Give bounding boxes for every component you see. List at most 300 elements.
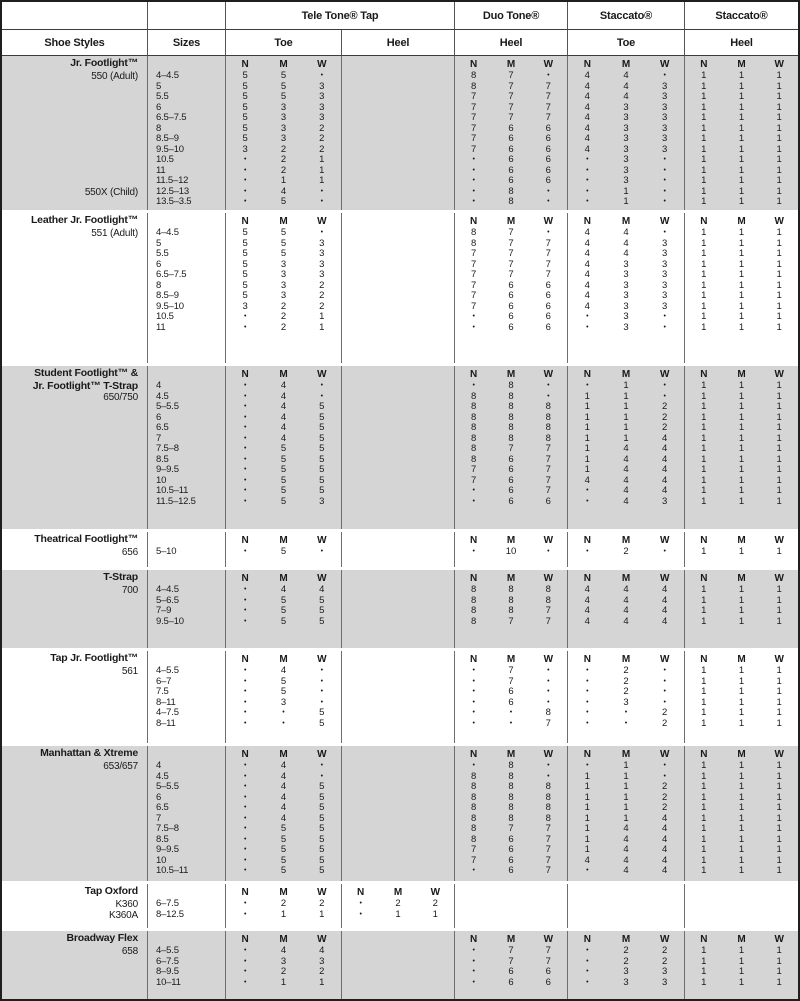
tap-size-value: 1 bbox=[738, 185, 745, 197]
shoe-style-cell bbox=[2, 651, 148, 743]
size-value: 10.5 bbox=[156, 154, 174, 165]
data-row bbox=[685, 312, 798, 323]
tap-size-value: 1 bbox=[738, 955, 745, 967]
col-header-w: W bbox=[774, 59, 784, 70]
tap-size-value: 1 bbox=[776, 164, 782, 176]
section-tap-oxford bbox=[2, 884, 798, 931]
data-row bbox=[685, 666, 798, 677]
tap-size-value: 3 bbox=[280, 696, 287, 708]
col-header-w: W bbox=[543, 749, 554, 760]
stac-heel-cell bbox=[685, 366, 798, 529]
duo-heel-cell bbox=[455, 884, 568, 928]
tap-size-value: 1 bbox=[738, 760, 745, 771]
tap-size-value: 1 bbox=[738, 227, 745, 238]
shoe-style-cell bbox=[2, 366, 148, 529]
tap-size-value: 7 bbox=[545, 464, 551, 475]
tap-size-value: 5 bbox=[280, 453, 287, 465]
tap-size-value: 4 bbox=[584, 227, 590, 238]
tap-size-value: 7 bbox=[471, 279, 477, 291]
no-tap-dot: • bbox=[472, 156, 475, 163]
tap-size-value: 1 bbox=[701, 955, 707, 967]
no-tap-dot: • bbox=[472, 719, 475, 727]
col-header-n: N bbox=[583, 573, 591, 584]
size-value: 7.5–8 bbox=[156, 823, 179, 834]
data-row bbox=[568, 967, 684, 978]
tap-size-value: 1 bbox=[776, 791, 782, 803]
tap-size-value: 5 bbox=[242, 290, 248, 301]
tap-size-value: 7 bbox=[508, 237, 514, 249]
data-row bbox=[568, 113, 684, 124]
size-value: 8 bbox=[156, 279, 162, 291]
sizes-cell bbox=[148, 884, 226, 928]
tap-size-value: 3 bbox=[623, 164, 629, 176]
tap-size-value: 2 bbox=[662, 707, 668, 718]
tap-size-value: 6 bbox=[508, 464, 514, 475]
tap-size-value: 1 bbox=[738, 781, 745, 792]
tap-size-value: 7 bbox=[471, 258, 477, 270]
data-row bbox=[455, 402, 567, 413]
data-row bbox=[226, 155, 341, 166]
tap-size-value: 8 bbox=[471, 411, 477, 423]
no-tap-dot: • bbox=[320, 772, 324, 780]
data-row bbox=[568, 381, 684, 392]
no-tap-dot: • bbox=[586, 762, 589, 769]
tap-size-value: 3 bbox=[623, 143, 629, 155]
data-row bbox=[455, 134, 567, 145]
size-value: 4–7.5 bbox=[156, 707, 179, 718]
tap-size-value: 1 bbox=[701, 422, 707, 433]
tap-size-value: 8 bbox=[471, 453, 477, 465]
data-row bbox=[455, 803, 567, 814]
col-header-n: N bbox=[700, 934, 708, 945]
tap-size-value: 1 bbox=[776, 70, 782, 81]
tap-size-value: 2 bbox=[623, 665, 629, 676]
tap-size-value: 1 bbox=[623, 422, 629, 433]
shoe-style-label: Student Footlight™ & bbox=[34, 367, 138, 379]
data-row bbox=[226, 946, 341, 957]
col-header-w: W bbox=[317, 654, 327, 665]
tap-size-value: 1 bbox=[776, 185, 782, 197]
no-tap-dot: • bbox=[547, 382, 550, 389]
no-tap-dot: • bbox=[320, 229, 324, 236]
tap-size-value: 1 bbox=[280, 908, 287, 920]
tap-size-value: 1 bbox=[701, 300, 707, 312]
col-header-w: W bbox=[317, 573, 327, 584]
tap-size-value: 2 bbox=[280, 966, 287, 977]
tap-size-value: 4 bbox=[662, 844, 668, 855]
col-header-w: W bbox=[317, 535, 327, 546]
no-tap-dot: • bbox=[547, 667, 550, 674]
data-row bbox=[568, 497, 684, 508]
col-header-m: M bbox=[737, 573, 746, 584]
data-row bbox=[455, 444, 567, 455]
size-value: 4–4.5 bbox=[156, 70, 179, 81]
tap-size-value: 1 bbox=[776, 112, 782, 123]
size-value: 11.5–12 bbox=[156, 175, 189, 186]
tap-size-value: 1 bbox=[701, 112, 707, 123]
shoe-style-label: K360A bbox=[108, 909, 138, 921]
tap-size-value: 1 bbox=[776, 143, 782, 155]
size-value: 5–5.5 bbox=[156, 781, 179, 792]
tt-toe-cell bbox=[226, 570, 342, 648]
no-tap-dot: • bbox=[663, 667, 666, 674]
tap-size-value: 2 bbox=[319, 966, 325, 977]
no-tap-dot: • bbox=[243, 445, 247, 452]
shoe-style-label: Jr. Footlight™ T-Strap bbox=[32, 380, 138, 392]
tap-size-value: 1 bbox=[701, 464, 707, 475]
tap-size-value: 8 bbox=[471, 594, 477, 606]
tap-size-value: 1 bbox=[623, 812, 629, 824]
tap-size-value: 5 bbox=[280, 237, 287, 249]
no-tap-dot: • bbox=[243, 968, 247, 975]
header-col-tt-heel: Heel bbox=[342, 30, 455, 56]
data-row bbox=[455, 113, 567, 124]
tap-size-value: 1 bbox=[738, 495, 745, 507]
no-tap-dot: • bbox=[472, 177, 475, 184]
col-header-n: N bbox=[241, 887, 249, 898]
tap-size-value: 1 bbox=[776, 411, 782, 423]
size-value: 8–11 bbox=[156, 717, 176, 729]
tap-size-value: 3 bbox=[623, 321, 629, 333]
tap-size-value: 1 bbox=[701, 185, 707, 197]
stac-heel-cell bbox=[685, 56, 798, 210]
no-tap-dot: • bbox=[243, 947, 247, 954]
shoe-style-label: 650/750 bbox=[103, 391, 138, 403]
data-row bbox=[455, 71, 567, 82]
no-tap-dot: • bbox=[586, 688, 589, 695]
no-tap-dot: • bbox=[547, 688, 550, 695]
tap-size-value: 5 bbox=[242, 237, 248, 249]
no-tap-dot: • bbox=[243, 856, 247, 864]
tap-size-value: 5 bbox=[242, 258, 248, 270]
tap-size-value: 1 bbox=[738, 802, 745, 813]
data-row bbox=[455, 291, 567, 302]
tap-size-value: 1 bbox=[319, 311, 325, 322]
no-tap-dot: • bbox=[243, 804, 247, 811]
no-tap-dot: • bbox=[243, 835, 247, 843]
tap-size-value: 1 bbox=[701, 91, 707, 102]
data-row bbox=[455, 687, 567, 698]
tap-size-value: 5 bbox=[319, 707, 325, 718]
tap-size-value: 1 bbox=[701, 401, 707, 412]
size-value: 6.5–7.5 bbox=[156, 269, 187, 280]
no-tap-dot: • bbox=[586, 487, 589, 494]
tap-size-value: 1 bbox=[738, 112, 745, 123]
shoe-style-cell bbox=[2, 532, 148, 567]
no-tap-dot: • bbox=[547, 72, 550, 79]
data-row bbox=[455, 381, 567, 392]
tap-size-value: 4 bbox=[662, 615, 668, 627]
tap-size-value: 1 bbox=[319, 908, 325, 920]
tap-size-value: 2 bbox=[319, 122, 325, 134]
tap-size-value: 6 bbox=[545, 290, 551, 301]
data-row bbox=[226, 803, 341, 814]
data-row bbox=[455, 197, 567, 208]
tap-size-value: 4 bbox=[623, 844, 629, 855]
data-row bbox=[455, 155, 567, 166]
no-tap-dot: • bbox=[243, 497, 247, 505]
tap-size-value: 4 bbox=[584, 80, 590, 92]
tap-size-value: 3 bbox=[662, 122, 668, 134]
no-tap-dot: • bbox=[472, 166, 475, 174]
tap-size-value: 5 bbox=[242, 227, 248, 238]
tap-size-value: 3 bbox=[623, 976, 629, 988]
tap-size-value: 8 bbox=[508, 584, 514, 595]
tap-size-value: 7 bbox=[471, 112, 477, 123]
no-tap-dot: • bbox=[320, 72, 324, 79]
tap-size-value: 1 bbox=[738, 474, 745, 486]
tap-size-value: 5 bbox=[280, 70, 287, 81]
tap-size-value: 5 bbox=[319, 474, 325, 486]
tap-size-value: 1 bbox=[738, 164, 745, 176]
tap-size-value: 6 bbox=[508, 686, 514, 697]
data-row bbox=[685, 547, 798, 558]
header-group-staccato-heel: Staccato® bbox=[685, 2, 798, 30]
data-row bbox=[455, 978, 567, 989]
tap-size-value: 5 bbox=[242, 70, 248, 81]
header-col-sizes: Sizes bbox=[148, 30, 226, 56]
no-tap-dot: • bbox=[472, 957, 475, 965]
tap-size-value: 4 bbox=[623, 237, 629, 249]
data-row bbox=[226, 270, 341, 281]
col-header-m: M bbox=[737, 216, 746, 227]
stac-toe-cell bbox=[568, 56, 685, 210]
shoe-style-label: Tap Jr. Footlight™ bbox=[50, 652, 138, 664]
tap-size-value: 1 bbox=[776, 464, 782, 475]
tap-size-value: 1 bbox=[623, 196, 629, 207]
tap-size-value: 6 bbox=[508, 143, 514, 155]
col-header-w: W bbox=[659, 654, 670, 665]
size-value: 6–7.5 bbox=[156, 898, 179, 909]
tap-size-value: 3 bbox=[623, 112, 629, 123]
tap-size-value: 4 bbox=[584, 101, 590, 113]
tap-size-value: 7 bbox=[545, 91, 551, 102]
tap-size-value: 4 bbox=[662, 865, 668, 876]
col-header-w: W bbox=[317, 934, 327, 945]
col-header-w: W bbox=[659, 369, 670, 380]
tap-size-value: 4 bbox=[662, 812, 668, 824]
tap-size-value: 4 bbox=[623, 248, 629, 259]
data-row bbox=[226, 497, 341, 508]
no-tap-dot: • bbox=[243, 900, 247, 907]
shoe-style-label: 561 bbox=[121, 666, 138, 677]
tap-size-value: 8 bbox=[471, 390, 477, 402]
col-header-m: M bbox=[737, 654, 746, 665]
data-row bbox=[568, 666, 684, 677]
tap-size-value: 1 bbox=[701, 122, 707, 134]
tap-size-value: 4 bbox=[584, 300, 590, 312]
data-row bbox=[455, 666, 567, 677]
data-row bbox=[568, 687, 684, 698]
col-header-w: W bbox=[774, 369, 784, 380]
size-value: 7.5 bbox=[156, 686, 169, 697]
tap-size-value: 2 bbox=[319, 279, 325, 291]
tap-size-value: 8 bbox=[471, 432, 477, 444]
no-tap-dot: • bbox=[586, 497, 589, 505]
sizes-cell bbox=[148, 570, 226, 648]
no-tap-dot: • bbox=[547, 677, 550, 685]
no-tap-dot: • bbox=[663, 677, 666, 685]
data-row bbox=[226, 176, 341, 187]
tap-size-value: 6 bbox=[545, 175, 551, 186]
no-tap-dot: • bbox=[243, 617, 247, 625]
col-header-w: W bbox=[543, 573, 554, 584]
tap-size-value: 1 bbox=[432, 908, 438, 920]
data-row bbox=[226, 910, 341, 921]
col-header-m: M bbox=[621, 934, 631, 945]
tap-size-value: 5 bbox=[280, 854, 287, 866]
size-value: 8.5–9 bbox=[156, 290, 179, 301]
data-row bbox=[685, 134, 798, 145]
data-row bbox=[568, 708, 684, 719]
col-header-m: M bbox=[506, 573, 516, 584]
sizes-cell bbox=[148, 746, 226, 881]
col-header-w: W bbox=[774, 654, 784, 665]
tap-size-value: 8 bbox=[545, 812, 551, 824]
tap-size-value: 1 bbox=[776, 717, 782, 729]
tap-size-value: 8 bbox=[545, 411, 551, 423]
tap-size-value: 1 bbox=[738, 707, 745, 718]
tap-size-value: 1 bbox=[776, 495, 782, 507]
tap-size-value: 5 bbox=[242, 279, 248, 291]
tap-size-value: 1 bbox=[623, 390, 629, 402]
tap-size-value: 1 bbox=[776, 823, 782, 834]
tap-size-value: 4 bbox=[623, 443, 629, 454]
tap-size-value: 2 bbox=[319, 143, 325, 155]
tap-size-value: 8 bbox=[545, 584, 551, 595]
tap-size-value: 1 bbox=[738, 770, 745, 782]
tap-size-value: 1 bbox=[701, 675, 707, 687]
tap-size-value: 7 bbox=[508, 269, 514, 280]
size-value: 5 bbox=[156, 80, 162, 92]
data-row bbox=[685, 617, 798, 628]
data-row bbox=[685, 497, 798, 508]
no-tap-dot: • bbox=[472, 548, 475, 555]
tap-size-value: 5 bbox=[280, 844, 287, 855]
data-row bbox=[568, 761, 684, 772]
shoe-style-label: 550X (Child) bbox=[84, 186, 138, 198]
tap-size-value: 1 bbox=[776, 594, 782, 606]
tap-size-value: 7 bbox=[471, 143, 477, 155]
data-row bbox=[455, 465, 567, 476]
tap-size-value: 1 bbox=[776, 248, 782, 259]
tap-size-value: 1 bbox=[584, 812, 590, 824]
tap-size-value: 8 bbox=[508, 432, 514, 444]
size-value: 5–5.5 bbox=[156, 401, 179, 412]
no-tap-dot: • bbox=[586, 548, 589, 555]
header-col-stac-heel: Heel bbox=[685, 30, 798, 56]
size-value: 8.5 bbox=[156, 453, 169, 465]
tap-size-value: 1 bbox=[738, 584, 745, 595]
tap-size-value: 1 bbox=[584, 432, 590, 444]
no-tap-dot: • bbox=[243, 392, 247, 400]
tap-size-value: 1 bbox=[701, 321, 707, 333]
no-tap-dot: • bbox=[243, 413, 247, 421]
size-value: 6 bbox=[156, 258, 162, 270]
tap-size-value: 2 bbox=[280, 321, 287, 333]
tap-size-value: 7 bbox=[545, 258, 551, 270]
no-tap-dot: • bbox=[586, 166, 589, 174]
tap-size-value: 4 bbox=[319, 945, 325, 956]
col-header-n: N bbox=[241, 535, 249, 546]
section-leather-jr-footlight bbox=[2, 213, 798, 366]
col-header-w: W bbox=[543, 934, 554, 945]
tap-size-value: 1 bbox=[701, 605, 707, 616]
tap-size-value: 3 bbox=[280, 269, 287, 280]
tap-size-value: 5 bbox=[280, 248, 287, 259]
data-row bbox=[685, 402, 798, 413]
tap-size-value: 5 bbox=[319, 854, 325, 866]
no-tap-dot: • bbox=[243, 719, 247, 727]
col-header-m: M bbox=[279, 573, 288, 584]
data-row bbox=[455, 249, 567, 260]
col-header-n: N bbox=[357, 887, 365, 898]
no-tap-dot: • bbox=[243, 476, 247, 484]
tap-size-value: 4 bbox=[662, 594, 668, 606]
tap-size-value: 4 bbox=[584, 143, 590, 155]
no-tap-dot: • bbox=[586, 382, 589, 389]
tap-size-value: 5 bbox=[319, 833, 325, 845]
tap-size-value: 1 bbox=[623, 432, 629, 444]
size-value: 10 bbox=[156, 474, 167, 486]
tap-size-value: 1 bbox=[738, 122, 745, 134]
col-header-n: N bbox=[470, 216, 478, 227]
data-row bbox=[226, 197, 341, 208]
tap-size-value: 1 bbox=[738, 143, 745, 155]
tap-size-value: 3 bbox=[623, 300, 629, 312]
tap-size-value: 1 bbox=[776, 675, 782, 687]
tap-size-value: 7 bbox=[471, 269, 477, 280]
tap-size-value: 1 bbox=[776, 321, 782, 333]
tap-size-value: 1 bbox=[701, 443, 707, 454]
tap-size-value: 1 bbox=[776, 584, 782, 595]
tap-size-value: 2 bbox=[319, 898, 325, 909]
tap-size-value: 5 bbox=[319, 594, 325, 606]
tap-size-value: 8 bbox=[508, 422, 514, 433]
tap-size-value: 1 bbox=[738, 175, 745, 186]
data-row bbox=[226, 782, 341, 793]
tap-size-value: 1 bbox=[701, 248, 707, 259]
no-tap-dot: • bbox=[320, 677, 324, 685]
col-header-n: N bbox=[700, 573, 708, 584]
data-row bbox=[568, 824, 684, 835]
tap-size-value: 1 bbox=[701, 154, 707, 165]
no-tap-dot: • bbox=[282, 719, 285, 727]
no-tap-dot: • bbox=[663, 688, 666, 695]
tap-size-value: 1 bbox=[280, 976, 287, 988]
data-row bbox=[226, 761, 341, 772]
tap-size-value: 6 bbox=[508, 290, 514, 301]
tap-size-value: 7 bbox=[508, 112, 514, 123]
col-header-m: M bbox=[621, 59, 631, 70]
shoe-style-label: K360 bbox=[115, 899, 138, 910]
no-tap-dot: • bbox=[243, 403, 247, 410]
tap-size-value: 4 bbox=[662, 464, 668, 475]
tap-size-value: 7 bbox=[545, 269, 551, 280]
tap-size-value: 1 bbox=[776, 175, 782, 186]
tap-size-value: 3 bbox=[662, 269, 668, 280]
tap-size-value: 1 bbox=[584, 781, 590, 792]
shoe-style-label: 700 bbox=[121, 585, 138, 596]
tap-size-value: 4 bbox=[662, 584, 668, 595]
tap-size-value: 4 bbox=[584, 112, 590, 123]
tt-toe-cell bbox=[226, 651, 342, 743]
data-row bbox=[226, 291, 341, 302]
tap-size-value: 1 bbox=[584, 422, 590, 433]
tap-size-value: 1 bbox=[776, 865, 782, 876]
no-tap-dot: • bbox=[243, 548, 247, 555]
size-value: 4 bbox=[156, 380, 162, 391]
